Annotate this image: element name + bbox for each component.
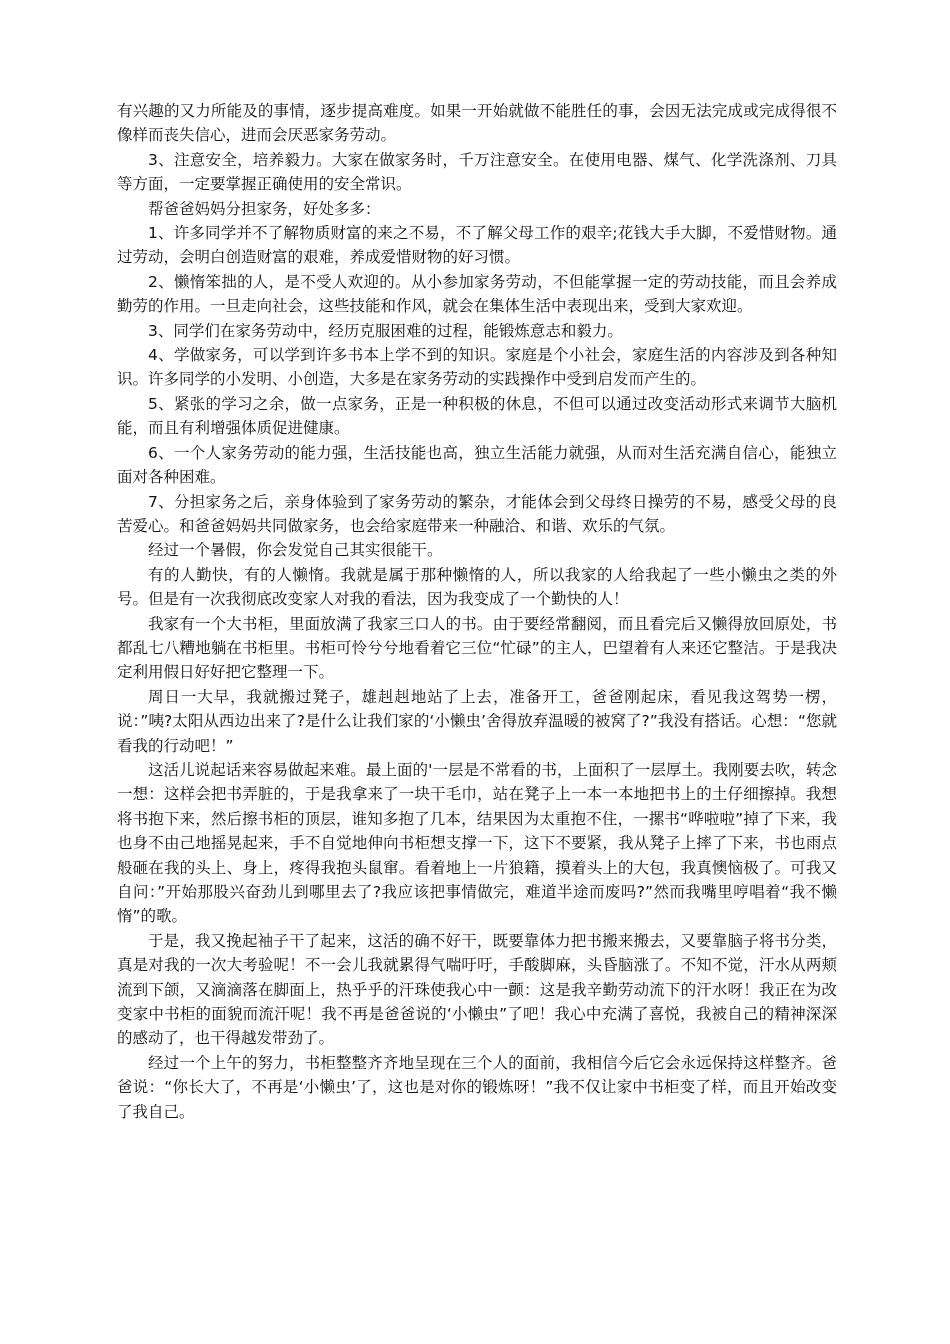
- paragraph-7: 4、学做家务，可以学到许多书本上学不到的知识。家庭是个小社会，家庭生活的内容涉及到各种知识。许多同学的小发明、小创造，大多是在家务劳动的实践操作中受到启发而产生的。: [117, 346, 837, 389]
- paragraph-5: 2、懒惰笨拙的人，是不受人欢迎的。从小参加家务劳动，不但能掌握一定的劳动技能，而且会养成勤劳的作用。一旦走向社会，这些技能和作风，就会在集体生活中表现出来，受到大家欢迎。: [117, 272, 837, 316]
- paragraph-12: 有的人勤快，有的人懒惰。我就是属于那种懒惰的人，所以我家的人给我起了一些小懒虫之类的外号。但是有一次我彻底改变家人对我的看法，因为我变成了一个勤快的人！: [117, 565, 837, 609]
- paragraph-13: 我家有一个大书柜，里面放满了我家三口人的书。由于要经常翻阅，而且看完后又懒得放回原处，书都乱七八糟地躺在书柜里。书柜可怜兮兮地看着它三位“忙碌”的主人，巴望着有人来还它整洁。于是我决定利用假日好好把它整理一下。: [117, 614, 837, 682]
- paragraph-1: 有兴趣的又力所能及的事情，逐步提高难度。如果一开始就做不能胜任的事，会因无法完成或完成得很不像样而丧失信心，进而会厌恶家务劳动。: [117, 102, 837, 145]
- document-body: [117, 99, 837, 1124]
- paragraph-3: 帮爸爸妈妈分担家务，好处多多：: [148, 199, 381, 218]
- paragraph-11: 经过一个暑假，你会发觉自己其实很能干。: [148, 541, 443, 560]
- paragraph-9: 6、一个人家务劳动的能力强，生活技能也高，独立生活能力就强，从而对生活充满自信心，能独立面对各种困难。: [117, 443, 837, 487]
- paragraph-2: 3、注意安全，培养毅力。大家在做家务时，千万注意安全。在使用电器、煤气、化学洗涤剂、刀具等方面，一定要掌握正确使用的安全常识。: [117, 150, 837, 194]
- paragraph-8: 5、紧张的学习之余，做一点家务，正是一种积极的休息，不但可以通过改变活动形式来调节大脑机能，而且有利增强体质促进健康。: [117, 394, 837, 438]
- paragraph-6: 3、同学们在家务劳动中，经历克服困难的过程，能锻炼意志和毅力。: [148, 321, 623, 340]
- paragraph-10: 7、分担家务之后，亲身体验到了家务劳动的繁杂，才能体会到父母终日操劳的不易，感受父母的良苦爱心。和爸爸妈妈共同做家务，也会给家庭带来一种融洽、和谐、欢乐的气氛。: [117, 492, 837, 535]
- paragraph-14: 周日一大早，我就搬过凳子，雄赳赳地站了上去，准备开工，爸爸刚起床，看见我这驾势一楞，说：”咦?太阳从西边出来了?是什么让我们家的‘小懒虫’舍得放弃温暖的被窝了?”我没有搭话。心想：“您就看我的行动吧！”: [117, 687, 837, 755]
- paragraph-17: 经过一个上午的努力，书柜整整齐齐地呈现在三个人的面前，我相信今后它会永远保持这样整齐。爸爸说：“你长大了，不再是‘小懒虫’了，这也是对你的锻炼呀！”我不仅让家中书柜变了样，而且开始改变了我自己。: [117, 1053, 837, 1121]
- paragraph-15: 这活儿说起话来容易做起来难。最上面的'一层是不常看的书，上面积了一层厚土。我刚要去吹，转念一想：这样会把书弄脏的，于是我拿来了一块干毛巾，站在凳子上一本一本地把书上的土仔细擦掉。我想将书抱下来，然后擦书柜的顶层，谁知多抱了几本，结果因为太重抱不住，一摞书“哗啦啦”掉了下来，我也身不由己地摇晃起来，手不自觉地伸向书柜想支撑一下，这下不要紧，我从凳子上摔了下来，书也雨点般砸在我的头上、身上，疼得我抱头鼠窜。看着地上一片狼籍，摸着头上的大包，我真懊恼极了。可我又自问：”开始那股兴奋劲儿到哪里去了?我应该把事情做完，难道半途而废吗?”然而我嘴里哼唱着“我不懒惰”的歌。: [117, 760, 837, 926]
- paragraph-4: 1、许多同学并不了解物质财富的来之不易，不了解父母工作的艰辛;花钱大手大脚，不爱惜财物。通过劳动，会明白创造财富的艰难，养成爱惜财物的好习惯。: [117, 224, 837, 267]
- paragraph-16: 于是，我又挽起袖子干了起来，这活的确不好干，既要靠体力把书搬来搬去，又要靠脑子将书分类，真是对我的一次大考验呢！不一会儿我就累得气喘吁吁，手酸脚麻，头昏脑涨了。不知不觉，汗水从两颊流到下颌，又滴滴落在脚面上，热乎乎的汗珠使我心中一颤：这是我辛勤劳动流下的汗水呀！我正在为改变家中书柜的面貌而流汗呢！我不再是爸爸说的‘小懒虫”了吧！我心中充满了喜悦，我被自己的精神深深的感动了，也干得越发带劲了。: [117, 931, 837, 1048]
